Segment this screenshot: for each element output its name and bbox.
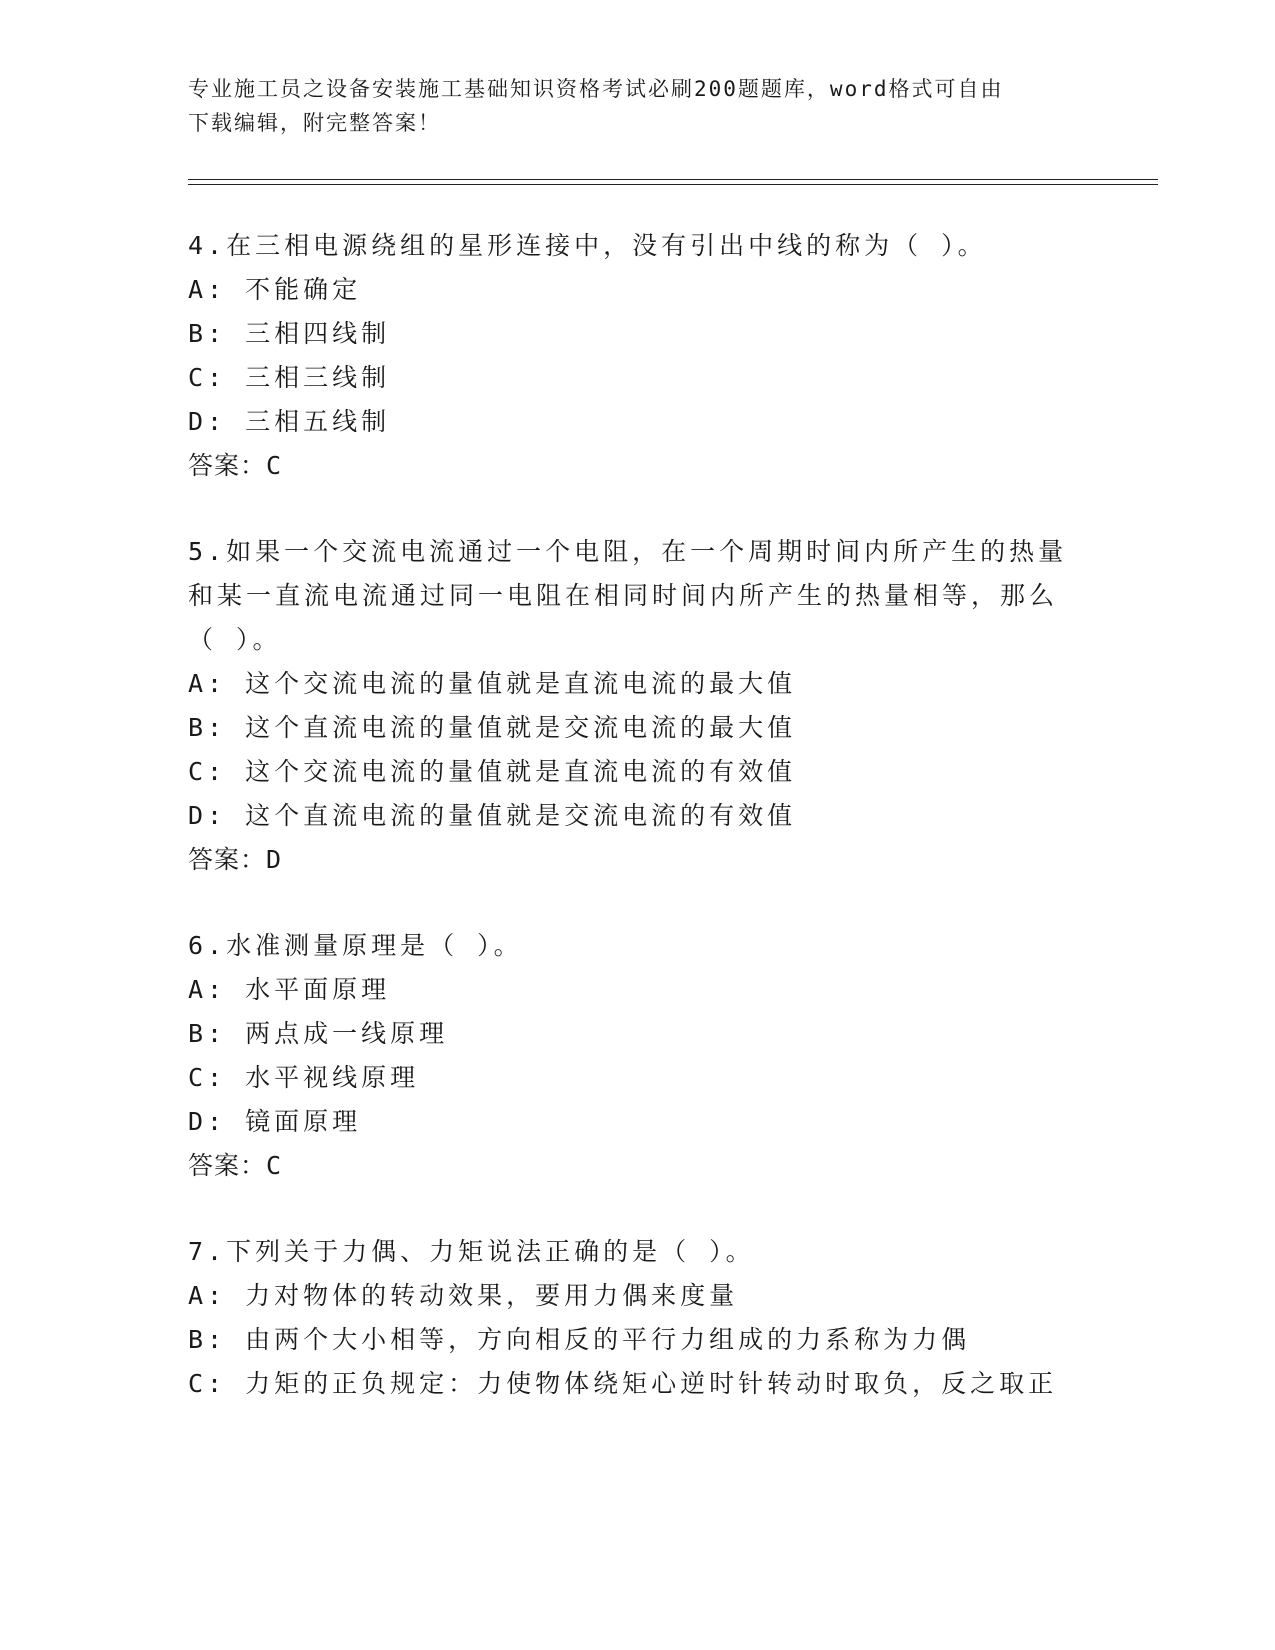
- answer-label: 答案：D: [188, 845, 283, 874]
- title-line-2: 下载编辑，附完整答案！: [188, 111, 441, 135]
- option-c: C: 水平视线原理: [188, 1063, 420, 1092]
- option-b: B: 由两个大小相等，方向相反的平行力组成的力系称为力偶: [188, 1325, 971, 1354]
- question-stem-cont: （ ）。: [188, 625, 282, 654]
- option-a: A: 不能确定: [188, 275, 362, 304]
- answer-label: 答案：C: [188, 451, 283, 480]
- question-stem: 4.在三相电源绕组的星形连接中，没有引出中线的称为（ ）。: [188, 231, 987, 260]
- option-c: C: 三相三线制: [188, 363, 391, 392]
- option-a: A: 力对物体的转动效果，要用力偶来度量: [188, 1281, 739, 1310]
- option-d: D: 镜面原理: [188, 1107, 362, 1136]
- answer-label: 答案：C: [188, 1151, 283, 1180]
- option-b: B: 两点成一线原理: [188, 1019, 449, 1048]
- document-title: [188, 72, 1088, 140]
- option-b: B: 这个直流电流的量值就是交流电流的最大值: [188, 713, 797, 742]
- question-stem: 5.如果一个交流电流通过一个电阻，在一个周期时间内所产生的热量: [188, 537, 1068, 566]
- option-a: A: 水平面原理: [188, 975, 391, 1004]
- title-line-1: 专业施工员之设备安装施工基础知识资格考试必刷200题题库，word格式可自由: [188, 77, 1004, 101]
- option-d: D: 三相五线制: [188, 407, 391, 436]
- option-c: C: 这个交流电流的量值就是直流电流的有效值: [188, 757, 797, 786]
- header-divider-bottom: [188, 184, 1158, 185]
- question-stem: 7.下列关于力偶、力矩说法正确的是（ ）。: [188, 1237, 755, 1266]
- option-b: B: 三相四线制: [188, 319, 391, 348]
- option-a: A: 这个交流电流的量值就是直流电流的最大值: [188, 669, 797, 698]
- option-c: C: 力矩的正负规定：力使物体绕矩心逆时针转动时取负，反之取正: [188, 1369, 1058, 1398]
- option-d: D: 这个直流电流的量值就是交流电流的有效值: [188, 801, 797, 830]
- header-divider-top: [188, 179, 1158, 180]
- question-stem: 6.水准测量原理是（ ）。: [188, 931, 523, 960]
- question-stem-cont: 和某一直流电流通过同一电阻在相同时间内所产生的热量相等，那么: [188, 581, 1059, 610]
